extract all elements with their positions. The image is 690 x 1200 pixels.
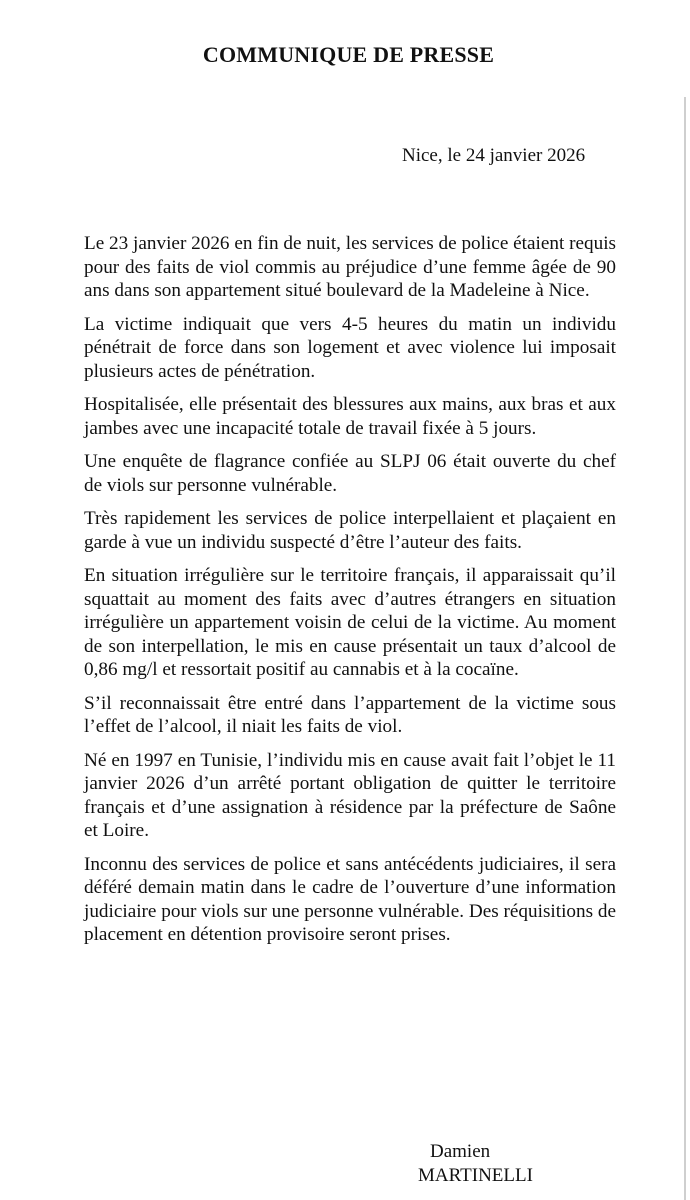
paragraph-6: En situation irrégulière sur le territoire français, il apparaissait qu’il squattait au moment des faits avec d’autres étrangers en situation irrégulière un appartement voisin de celui de la victime. Au moment de son interpellation, le mis en cause présentait un taux d’alcool de 0,86 mg/l et ressortait positif au cannabis et à la cocaïne. [84, 565, 616, 680]
paragraph-1: Le 23 janvier 2026 en fin de nuit, les services de police étaient requis pour des faits de viol commis au préjudice d’une femme âgée de 90 ans dans son appartement situé boulevard de la Madeleine à Nice. [84, 233, 616, 301]
document-title: COMMUNIQUE DE PRESSE [202, 42, 495, 67]
place-and-date: Nice, le 24 janvier 2026 [402, 145, 586, 166]
signature-block [418, 1140, 533, 1188]
page-edge-divider [684, 97, 686, 1200]
paragraph-2: La victime indiquait que vers 4-5 heures du matin un individu pénétrait de force dans son logement et avec violence lui imposait plusieurs actes de pénétration. [84, 313, 616, 382]
paragraph-8: Né en 1997 en Tunisie, l’individu mis en cause avait fait l’objet le 11 janvier 2026 d’un arrêté portant obligation de quitter le territoire français et d’une assignation à résidence par la préfecture de Saône et Loire. [84, 749, 616, 841]
paragraph-3: Hospitalisée, elle présentait des blessures aux mains, aux bras et aux jambes avec une incapacité totale de travail fixée à 5 jours. [84, 394, 616, 439]
signature-first-name: Damien [430, 1141, 491, 1162]
paragraph-5: Très rapidement les services de police interpellaient et plaçaient en garde à vue un individu suspecté d’être l’auteur des faits. [84, 508, 616, 553]
document-body [84, 232, 616, 957]
paragraph-9: Inconnu des services de police et sans antécédents judiciaires, il sera déféré demain matin dans le cadre de l’ouverture d’une information judiciaire pour viols sur une personne vulnérable. Des réquisitions de placement en détention provisoire seront prises. [84, 853, 616, 945]
paragraph-7: S’il reconnaissait être entré dans l’appartement de la victime sous l’effet de l’alcool, il niait les faits de viol. [84, 692, 616, 737]
signature-last-name: MARTINELLI [418, 1165, 533, 1186]
paragraph-4: Une enquête de flagrance confiée au SLPJ 06 était ouverte du chef de viols sur personne vulnérable. [84, 451, 616, 496]
